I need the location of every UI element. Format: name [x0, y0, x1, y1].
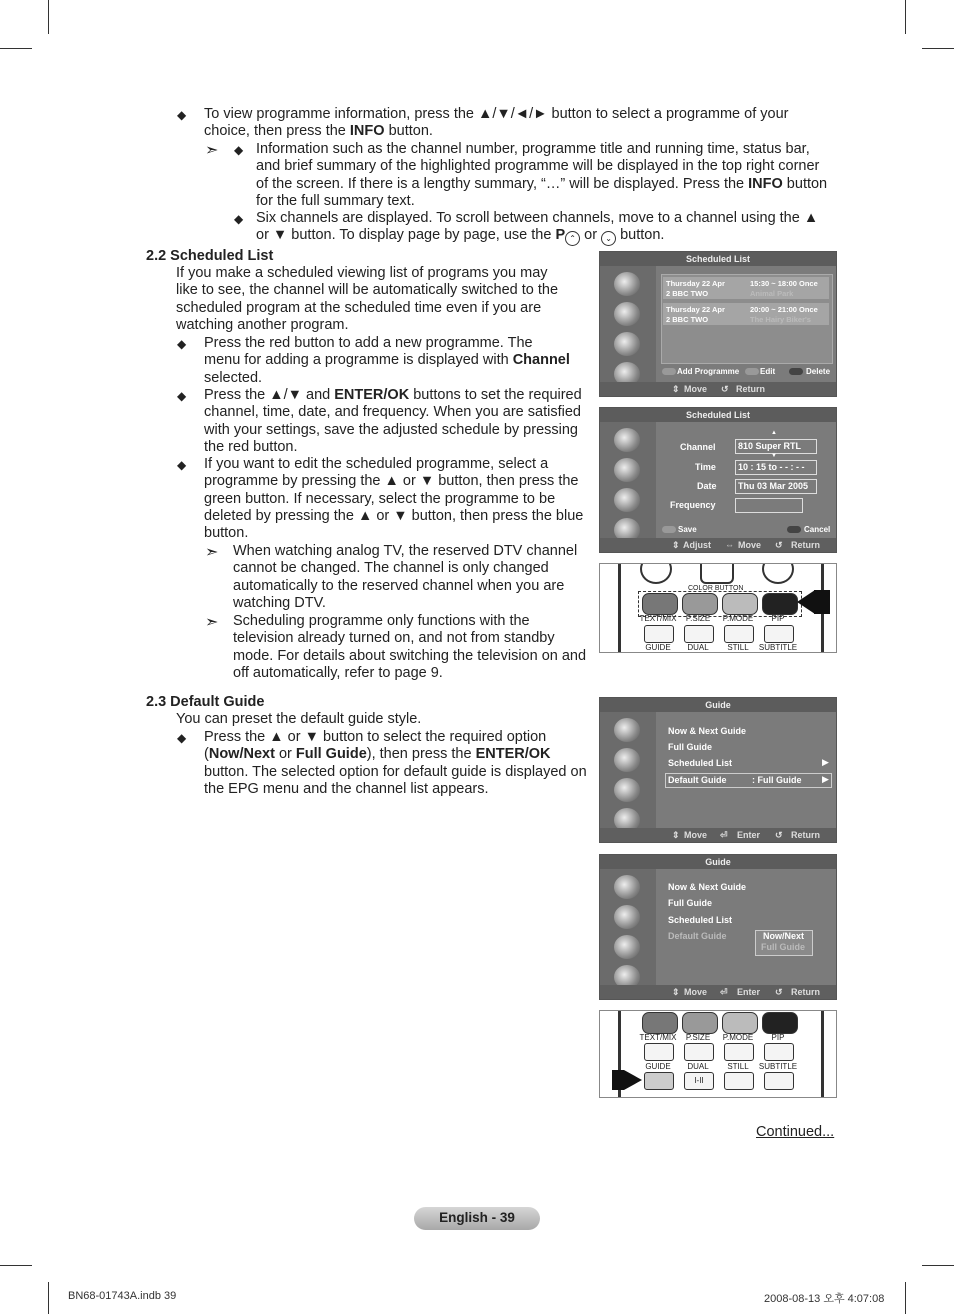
text-line: deleted by pressing the ▲ or ▼ button, then press the blue [204, 507, 584, 524]
row-date: Thursday 22 Apr [666, 305, 725, 314]
blue-button[interactable] [762, 1012, 798, 1034]
move-label: Move [684, 384, 708, 394]
pointer-bar [814, 590, 830, 614]
pointer-arrow-icon [797, 590, 815, 614]
leftright-icon: ⇔ [725, 540, 734, 550]
note-arrow-icon: ➣ [205, 614, 219, 631]
text-line: Press the ▲ or ▼ button to select the required option [204, 729, 547, 745]
osd-title: Guide [600, 855, 836, 869]
channel-icon [614, 302, 640, 326]
enter-label: Enter [737, 987, 761, 997]
still-label: STILL [727, 643, 749, 652]
text-line: menu for adding a programme is displayed with Channel [204, 352, 570, 369]
bullet-text [204, 456, 604, 542]
dual-key[interactable]: I-II [684, 1072, 714, 1090]
red-button-indicator [662, 368, 676, 375]
date-field[interactable]: Thu 03 Mar 2005 [735, 479, 817, 494]
note-arrow-icon: ➣ [205, 544, 219, 561]
subtitle-key[interactable] [764, 1072, 794, 1090]
bullet-diamond: ◆ [177, 389, 187, 403]
return-icon: ↺ [775, 830, 783, 840]
text-line: automatically to the reserved channel when you are [233, 577, 565, 594]
channel-field[interactable]: 810 Super RTL [735, 439, 817, 454]
section-intro: You can preset the default guide style. [176, 711, 422, 727]
channel-label: Channel [680, 442, 716, 452]
move-label: Move [684, 987, 708, 997]
guide-label: GUIDE [645, 1062, 671, 1071]
guide-icon [614, 875, 640, 899]
enter-label: Enter [737, 830, 761, 840]
osd-guide-option [599, 854, 837, 1000]
text-line: choice, then press the INFO button. [204, 123, 433, 140]
red-button[interactable] [642, 1012, 678, 1034]
bullet-diamond: ◆ [177, 458, 187, 472]
pip-key[interactable] [764, 1043, 794, 1061]
text-line: Press the ▲/▼ and ENTER/OK buttons to set the required [204, 387, 582, 403]
note-text [233, 613, 603, 682]
osd-guide [599, 697, 837, 843]
footer-file-info: BN68-01743A.indb 39 [68, 1290, 177, 1302]
enter-icon: ⏎ [720, 987, 728, 997]
option-full-guide[interactable]: Full Guide [761, 942, 805, 952]
text-line: programme by pressing the ▲ or ▼ button, then press the [204, 473, 579, 490]
pointer-arrow-icon [624, 1070, 642, 1090]
pmode-key[interactable] [724, 1043, 754, 1061]
text-line: the EPG menu and the channel list appears. [204, 780, 489, 797]
menu-item[interactable]: Now & Next Guide [668, 726, 747, 736]
text-line: or ▼ button. To display page by page, use the P ⌃ or ⌄ button. [256, 227, 856, 246]
note-text [233, 543, 603, 612]
text-line: When watching analog TV, the reserved DTV channel [233, 543, 578, 559]
osd-icon-column [600, 869, 656, 985]
text-line: Press the red button to add a new programme. The [204, 335, 533, 351]
remote-illustration [599, 563, 837, 653]
text-line: cannot be changed. The channel is only changed [233, 560, 549, 577]
setup-icon [614, 488, 640, 512]
menu-item[interactable]: Scheduled List [668, 758, 733, 768]
osd-footer [600, 538, 836, 552]
osd-footer [600, 382, 836, 396]
intro-note-1 [256, 141, 856, 210]
frequency-label: Frequency [670, 500, 716, 510]
menu-item[interactable]: Scheduled List [668, 915, 733, 925]
updown-icon: ⇕ [672, 987, 680, 997]
blue-button[interactable] [762, 593, 798, 615]
frequency-field[interactable] [735, 498, 803, 513]
intro-note-2 [256, 210, 856, 246]
row-time: 15:30 ~ 18:00 Once [750, 279, 818, 288]
menu-item-value: : Full Guide [752, 775, 802, 785]
setup-icon [614, 935, 640, 959]
text-line: channel, time, date, and frequency. When you are satisfied [204, 404, 581, 421]
row-channel: 2 BBC TWO [666, 315, 709, 324]
bullet-diamond: ◆ [177, 337, 187, 351]
text-mix-key[interactable] [644, 1043, 674, 1061]
move-label: Move [684, 830, 708, 840]
pmode-label: P.MODE [722, 614, 754, 623]
yellow-button[interactable] [722, 1012, 758, 1034]
section-heading: 2.3 Default Guide [146, 694, 265, 710]
date-label: Date [697, 481, 717, 491]
osd-scheduled-list [599, 251, 837, 397]
chevron-up-icon: ⌃ [565, 231, 580, 246]
psize-label: P.SIZE [685, 1033, 711, 1042]
guide-icon [614, 718, 640, 742]
menu-item[interactable]: Default Guide [668, 931, 727, 941]
text-mix-key[interactable] [644, 625, 674, 643]
add-programme-label: Add Programme [677, 367, 740, 376]
bullet-text [204, 387, 604, 456]
text-line: watching DTV. [233, 594, 326, 611]
blue-button-indicator [787, 526, 801, 533]
submenu-arrow-icon: ▶ [822, 774, 829, 784]
setup-icon [614, 332, 640, 356]
text-line: with your settings, save the adjusted schedule by pressing [204, 421, 578, 438]
yellow-button[interactable] [722, 593, 758, 615]
return-label: Return [791, 987, 820, 997]
text-line: mode. For details about switching the television on and [233, 647, 587, 664]
move-label: Move [738, 540, 762, 550]
bullet-text [204, 729, 604, 798]
save-label: Save [678, 525, 697, 534]
green-button[interactable] [682, 593, 718, 615]
guide-key[interactable] [644, 1072, 674, 1090]
psize-label: P.SIZE [685, 614, 711, 623]
menu-item[interactable]: Full Guide [668, 742, 712, 752]
updown-icon: ⇕ [672, 384, 680, 394]
text-line: television already turned on, and not from standby [233, 630, 555, 647]
time-label: Time [695, 462, 716, 472]
updown-icon: ⇕ [672, 830, 680, 840]
guide-icon [614, 272, 640, 296]
pmode-key[interactable] [724, 625, 754, 643]
return-label: Return [791, 540, 820, 550]
channel-icon [614, 458, 640, 482]
red-button-indicator [662, 526, 676, 533]
intro-paragraph [204, 106, 844, 141]
crop-mark [905, 1282, 906, 1314]
chevron-down-icon: ⌄ [601, 231, 616, 246]
crop-mark [0, 48, 32, 49]
text-line: button. [204, 525, 249, 542]
crop-mark [922, 1265, 954, 1266]
dual-label: DUAL [687, 643, 709, 652]
crop-mark [48, 1282, 49, 1314]
continued-link[interactable]: Continued... [756, 1124, 835, 1140]
row-date: Thursday 22 Apr [666, 279, 725, 288]
osd-icon-column [600, 712, 656, 828]
osd-icon-column [600, 422, 656, 538]
row-time: 20:00 ~ 21:00 Once [750, 305, 818, 314]
footer-timestamp: 2008-08-13 오후 4:07:08 [764, 1293, 885, 1305]
text-line: (Now/Next or Full Guide), then press the ENTER/OK [204, 746, 551, 763]
section-intro [176, 265, 596, 334]
osd-title: Guide [600, 698, 836, 712]
osd-footer [600, 828, 836, 842]
text-line: To view programme information, press the ▲/▼/◄/► button to select a programme of your [204, 106, 789, 122]
adjust-label: Adjust [683, 540, 711, 550]
delete-label: Delete [806, 367, 831, 376]
still-label: STILL [727, 1062, 749, 1071]
row-title: The Hairy Biker's [750, 315, 811, 324]
text-line: Scheduling programme only functions with the [233, 613, 530, 629]
row-title: Animal Park [750, 289, 794, 298]
down-arrow-icon: ▼ [771, 453, 777, 459]
submenu-arrow-icon: ▶ [822, 757, 829, 767]
still-key[interactable] [724, 1072, 754, 1090]
text-line: Six channels are displayed. To scroll between channels, move to a channel using the ▲ [256, 210, 819, 226]
crop-mark [48, 0, 49, 34]
pip-label: PIP [771, 1033, 785, 1042]
text-line: button. The selected option for default guide is displayed on [204, 763, 587, 780]
channel-icon [614, 905, 640, 929]
blue-button-indicator [789, 368, 803, 375]
menu-item-label: Default Guide [668, 775, 727, 785]
text-line: for the full summary text. [256, 192, 415, 209]
osd-icon-column [600, 266, 656, 382]
guide-label: GUIDE [645, 643, 671, 652]
text-mix-label: TEXT/MIX [639, 1033, 677, 1042]
text-line: scheduled program at the scheduled time even if you are [176, 299, 542, 316]
osd-footer [600, 985, 836, 999]
return-label: Return [736, 384, 765, 394]
option-now-next[interactable]: Now/Next [763, 931, 805, 941]
text-line: like to see, the channel will be automatically switched to the [176, 282, 559, 299]
green-button[interactable] [682, 1012, 718, 1034]
return-icon: ↺ [775, 987, 783, 997]
return-label: Return [791, 830, 820, 840]
bullet-diamond: ◆ [177, 731, 187, 745]
up-arrow-icon: ▲ [771, 430, 777, 436]
time-field[interactable]: 10 : 15 to - - : - - [735, 460, 817, 475]
psize-key[interactable] [684, 1043, 714, 1061]
text-line: off automatically, refer to page 9. [233, 664, 443, 681]
cancel-label: Cancel [804, 525, 831, 534]
text-mix-label: TEXT/MIX [639, 614, 677, 623]
enter-icon: ⏎ [720, 830, 728, 840]
text-line: If you make a scheduled viewing list of programs you may [176, 265, 548, 281]
bullet-diamond: ◆ [234, 143, 244, 157]
color-button-label: COLOR BUTTON [688, 585, 744, 592]
crop-mark [0, 1265, 32, 1266]
green-button-indicator [745, 368, 759, 375]
remote-illustration [599, 1010, 837, 1098]
row-channel: 2 BBC TWO [666, 289, 709, 298]
osd-title: Scheduled List [600, 408, 836, 422]
text-line: of the screen. If there is a lengthy summary, “…” will be displayed. Press the INFO button [256, 175, 828, 192]
subtitle-label: SUBTITLE [758, 1062, 798, 1071]
updown-icon: ⇕ [672, 540, 680, 550]
dual-label: DUAL [687, 1062, 709, 1071]
text-line: If you want to edit the scheduled programme, select a [204, 456, 549, 472]
bullet-diamond: ◆ [177, 108, 187, 122]
osd-scheduled-edit [599, 407, 837, 553]
return-icon: ↺ [775, 540, 783, 550]
text-line: selected. [204, 369, 263, 386]
menu-item[interactable]: Now & Next Guide [668, 882, 747, 892]
remote-key-text [700, 563, 734, 584]
return-icon: ↺ [721, 384, 729, 394]
guide-icon [614, 428, 640, 452]
osd-title: Scheduled List [600, 252, 836, 266]
bullet-diamond: ◆ [234, 212, 244, 226]
text-line: and brief summary of the highlighted programme will be displayed in the top right corner [256, 158, 820, 175]
page-number: English - 39 [439, 1210, 515, 1225]
pointer-bar [612, 1070, 624, 1090]
psize-key[interactable] [684, 625, 714, 643]
pip-key[interactable] [764, 625, 794, 643]
bullet-text [204, 335, 604, 387]
text-line: Information such as the channel number, programme title and running time, status bar, [256, 141, 810, 157]
menu-item[interactable]: Full Guide [668, 898, 712, 908]
note-arrow-icon: ➣ [205, 142, 219, 159]
red-button[interactable] [642, 593, 678, 615]
crop-mark [905, 0, 906, 34]
edit-label: Edit [760, 367, 776, 376]
section-heading: 2.2 Scheduled List [146, 248, 274, 264]
pmode-label: P.MODE [722, 1033, 754, 1042]
setup-icon [614, 778, 640, 802]
text-line: the red button. [204, 438, 298, 455]
text-line: watching another program. [176, 316, 349, 333]
text-line: green button. If necessary, select the programme to be [204, 490, 556, 507]
pip-label: PIP [771, 614, 785, 623]
subtitle-label: SUBTITLE [758, 643, 798, 652]
channel-icon [614, 748, 640, 772]
crop-mark [922, 48, 954, 49]
